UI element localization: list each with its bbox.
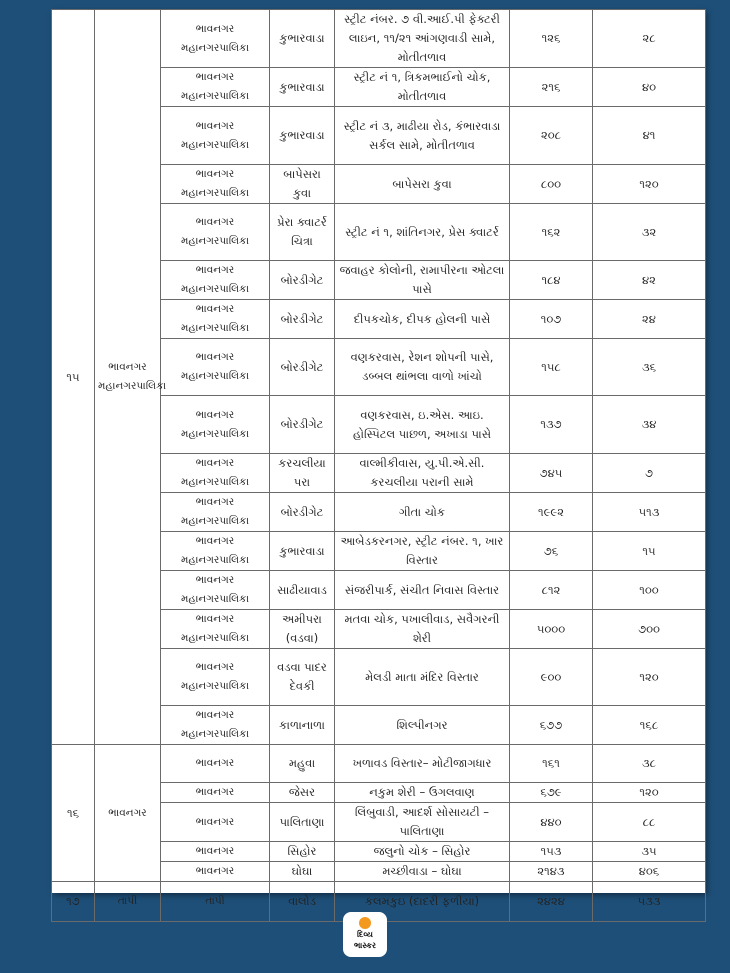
- area-cell: વાલોડ: [270, 882, 335, 922]
- location-cell: વણકરવાસ, રેશન શોપની પાસે, ડબ્બલ થાંભલા વાળો ખાંચો: [335, 339, 510, 396]
- body-cell: ભાવનગર મહાનગરપાલિકા: [161, 10, 270, 68]
- count-1-cell: ૯૦૦: [510, 649, 593, 706]
- body-cell: ભાવનગર મહાનગરપાલિકા: [161, 107, 270, 165]
- count-1-cell: ૫૦૦૦: [510, 610, 593, 649]
- count-1-cell: ૧૮૪: [510, 261, 593, 300]
- count-2-cell: ૩૪: [593, 396, 706, 454]
- district-cell: ભાવનગર: [95, 745, 161, 882]
- area-cell: કુભારવાડા: [270, 532, 335, 571]
- count-1-cell: ૭૪૫: [510, 454, 593, 493]
- count-1-cell: ૧૨૬: [510, 10, 593, 68]
- data-table-sheet: [52, 10, 705, 908]
- count-1-cell: ૬૭૭: [510, 706, 593, 745]
- serial-number-cell: ૧૭: [52, 882, 95, 922]
- logo-line1: દિવ્ય: [357, 930, 373, 939]
- location-cell: ખળાવડ વિસ્તાર– મોટીજાગધાર: [335, 745, 510, 783]
- location-cell: જલુનો ચોક – સિહોર: [335, 842, 510, 862]
- count-2-cell: ૫૩૩: [593, 882, 706, 922]
- body-cell: ભાવનગર: [161, 745, 270, 783]
- count-2-cell: ૩૨: [593, 204, 706, 261]
- count-2-cell: ૫૧૩: [593, 493, 706, 532]
- count-2-cell: ૩૬: [593, 339, 706, 396]
- count-2-cell: ૧૨૦: [593, 783, 706, 803]
- area-cell: બાપેસરા કુવા: [270, 165, 335, 204]
- area-cell: સિહોર: [270, 842, 335, 862]
- body-cell: ભાવનગર મહાનગરપાલિકા: [161, 204, 270, 261]
- area-cell: કુભારવાડા: [270, 10, 335, 68]
- area-cell: અમીપરા (વડવા): [270, 610, 335, 649]
- area-cell: વડવા પાદર દેવકી: [270, 649, 335, 706]
- count-1-cell: ૧૦૭: [510, 300, 593, 339]
- count-2-cell: ૧૨૦: [593, 649, 706, 706]
- body-cell: ભાવનગર: [161, 803, 270, 842]
- count-1-cell: ૨૪૨૪: [510, 882, 593, 922]
- location-cell: મેલડી માતા મંદિર વિસ્તાર: [335, 649, 510, 706]
- area-cell: મહુવા: [270, 745, 335, 783]
- location-cell: સ્ટ્રીટ નંબર. ૭ વી.આઈ.પી ફેક્ટરી લાઇન, ૧૧/૨૧ આંગણવાડી સામે, મોતીતળાવ: [335, 10, 510, 68]
- logo-line2: ભાસ્કર: [353, 941, 377, 950]
- location-cell: વણકરવાસ, ઇ.એસ. આઇ. હોસ્પિટલ પાછળ, અખાડા પાસે: [335, 396, 510, 454]
- area-cell: કાળાનાળા: [270, 706, 335, 745]
- area-cell: કુભારવાડા: [270, 68, 335, 107]
- count-1-cell: ૧૬૧: [510, 745, 593, 783]
- body-cell: ભાવનગર: [161, 842, 270, 862]
- body-cell: ભાવનગર મહાનગરપાલિકા: [161, 706, 270, 745]
- count-2-cell: ૭: [593, 454, 706, 493]
- serial-number-cell: ૧૬: [52, 745, 95, 882]
- count-2-cell: ૨૮: [593, 10, 706, 68]
- area-cell: કરચલીયા પરા: [270, 454, 335, 493]
- divya-bhaskar-logo: [343, 912, 387, 957]
- location-cell: મચ્છીવાડા – ઘોઘા: [335, 862, 510, 882]
- count-1-cell: ૨૧૬: [510, 68, 593, 107]
- count-2-cell: ૧૦૦: [593, 571, 706, 610]
- body-cell: ભાવનગર મહાનગરપાલિકા: [161, 493, 270, 532]
- count-1-cell: ૧૩૭: [510, 396, 593, 454]
- body-cell: તાપી: [161, 882, 270, 922]
- count-1-cell: ૨૦૮: [510, 107, 593, 165]
- body-cell: ભાવનગર મહાનગરપાલિકા: [161, 532, 270, 571]
- area-cell: બોરડીગેટ: [270, 339, 335, 396]
- location-cell: આબેડકરનગર, સ્ટ્રીટ નંબર. ૧, ખાર વિસ્તાર: [335, 532, 510, 571]
- table-row: [52, 10, 706, 68]
- count-2-cell: ૪૦૬: [593, 862, 706, 882]
- location-cell: શિલ્પીનગર: [335, 706, 510, 745]
- sun-icon: [359, 917, 371, 929]
- area-cell: બોરડીગેટ: [270, 300, 335, 339]
- location-cell: બાપેસરા કુવા: [335, 165, 510, 204]
- area-cell: બોરડીગેટ: [270, 261, 335, 300]
- district-cell: તાપી: [95, 882, 161, 922]
- count-1-cell: ૭૬: [510, 532, 593, 571]
- location-cell: નકુમ શેરી – ઉગલવાણ: [335, 783, 510, 803]
- data-table: [51, 9, 706, 922]
- location-cell: જવાહર કોલોની, રામાપીરના ઓટલા પાસે: [335, 261, 510, 300]
- district-cell: ભાવનગર મહાનગરપાલિકા: [95, 10, 161, 745]
- table-row: [52, 745, 706, 783]
- body-cell: ભાવનગર: [161, 862, 270, 882]
- count-1-cell: ૬૭૯: [510, 783, 593, 803]
- location-cell: દીપકચોક, દીપક હોલની પાસે: [335, 300, 510, 339]
- body-cell: ભાવનગર મહાનગરપાલિકા: [161, 610, 270, 649]
- area-cell: બોરડીગેટ: [270, 396, 335, 454]
- location-cell: કલમકુઇ (દાદરી ફળીયા): [335, 882, 510, 922]
- area-cell: કુભારવાડા: [270, 107, 335, 165]
- count-1-cell: ૪૪૦: [510, 803, 593, 842]
- count-2-cell: ૩૫: [593, 842, 706, 862]
- body-cell: ભાવનગર મહાનગરપાલિકા: [161, 396, 270, 454]
- count-2-cell: ૧૨૦: [593, 165, 706, 204]
- location-cell: મતવા ચોક, પખાલીવાડ, સવૈગરની શેરી: [335, 610, 510, 649]
- count-1-cell: ૧૫૮: [510, 339, 593, 396]
- body-cell: ભાવનગર મહાનગરપાલિકા: [161, 339, 270, 396]
- location-cell: વાલ્મીકીવાસ, યુ.પી.એ.સી. કરચલીયા પરાની સામે: [335, 454, 510, 493]
- area-cell: ઘોઘા: [270, 862, 335, 882]
- serial-number-cell: ૧૫: [52, 10, 95, 745]
- count-2-cell: ૪૨: [593, 261, 706, 300]
- area-cell: સાઢીયાવાડ: [270, 571, 335, 610]
- body-cell: ભાવનગર મહાનગરપાલિકા: [161, 649, 270, 706]
- body-cell: ભાવનગર મહાનગરપાલિકા: [161, 261, 270, 300]
- location-cell: સ્ટ્રીટ નં ૩, માઢીયા રોડ, કંભારવાડા સર્કલ સામે, મોતીતળાવ: [335, 107, 510, 165]
- count-1-cell: ૮૧૨: [510, 571, 593, 610]
- area-cell: બોરડીગેટ: [270, 493, 335, 532]
- count-2-cell: ૧૬૮: [593, 706, 706, 745]
- area-cell: જેસર: [270, 783, 335, 803]
- count-1-cell: ૧૬૨: [510, 204, 593, 261]
- area-cell: પ્રેરા ક્વાટર્ર ચિત્રા: [270, 204, 335, 261]
- count-2-cell: ૮૮: [593, 803, 706, 842]
- body-cell: ભાવનગર મહાનગરપાલિકા: [161, 571, 270, 610]
- location-cell: સંજરીપાર્ક, સંચીત નિવાસ વિસ્તાર: [335, 571, 510, 610]
- area-cell: પાલિતાણા: [270, 803, 335, 842]
- body-cell: ભાવનગર મહાનગરપાલિકા: [161, 300, 270, 339]
- count-2-cell: ૭૦૦: [593, 610, 706, 649]
- count-1-cell: ૧૫૩: [510, 842, 593, 862]
- count-1-cell: ૧૯૯૨: [510, 493, 593, 532]
- body-cell: ભાવનગર મહાનગરપાલિકા: [161, 165, 270, 204]
- count-2-cell: ૩૮: [593, 745, 706, 783]
- count-2-cell: ૪૦: [593, 68, 706, 107]
- location-cell: સ્ટ્રીટ નં ૧, શાંતિનગર, પ્રેસ ક્વાટર્ર: [335, 204, 510, 261]
- count-2-cell: ૧૫: [593, 532, 706, 571]
- location-cell: સ્ટ્રીટ નં ૧, ત્રિકમભાઈનો ચોક, મોતીતળાવ: [335, 68, 510, 107]
- count-2-cell: ૨૪: [593, 300, 706, 339]
- count-2-cell: ૪૧: [593, 107, 706, 165]
- location-cell: લિંબુવાડી, આદર્શ સોસાયટી – પાલિતાણા: [335, 803, 510, 842]
- body-cell: ભાવનગર: [161, 783, 270, 803]
- location-cell: ગીતા ચોક: [335, 493, 510, 532]
- body-cell: ભાવનગર મહાનગરપાલિકા: [161, 454, 270, 493]
- count-1-cell: ૮૦૦: [510, 165, 593, 204]
- count-1-cell: ૨૧૪૩: [510, 862, 593, 882]
- body-cell: ભાવનગર મહાનગરપાલિકા: [161, 68, 270, 107]
